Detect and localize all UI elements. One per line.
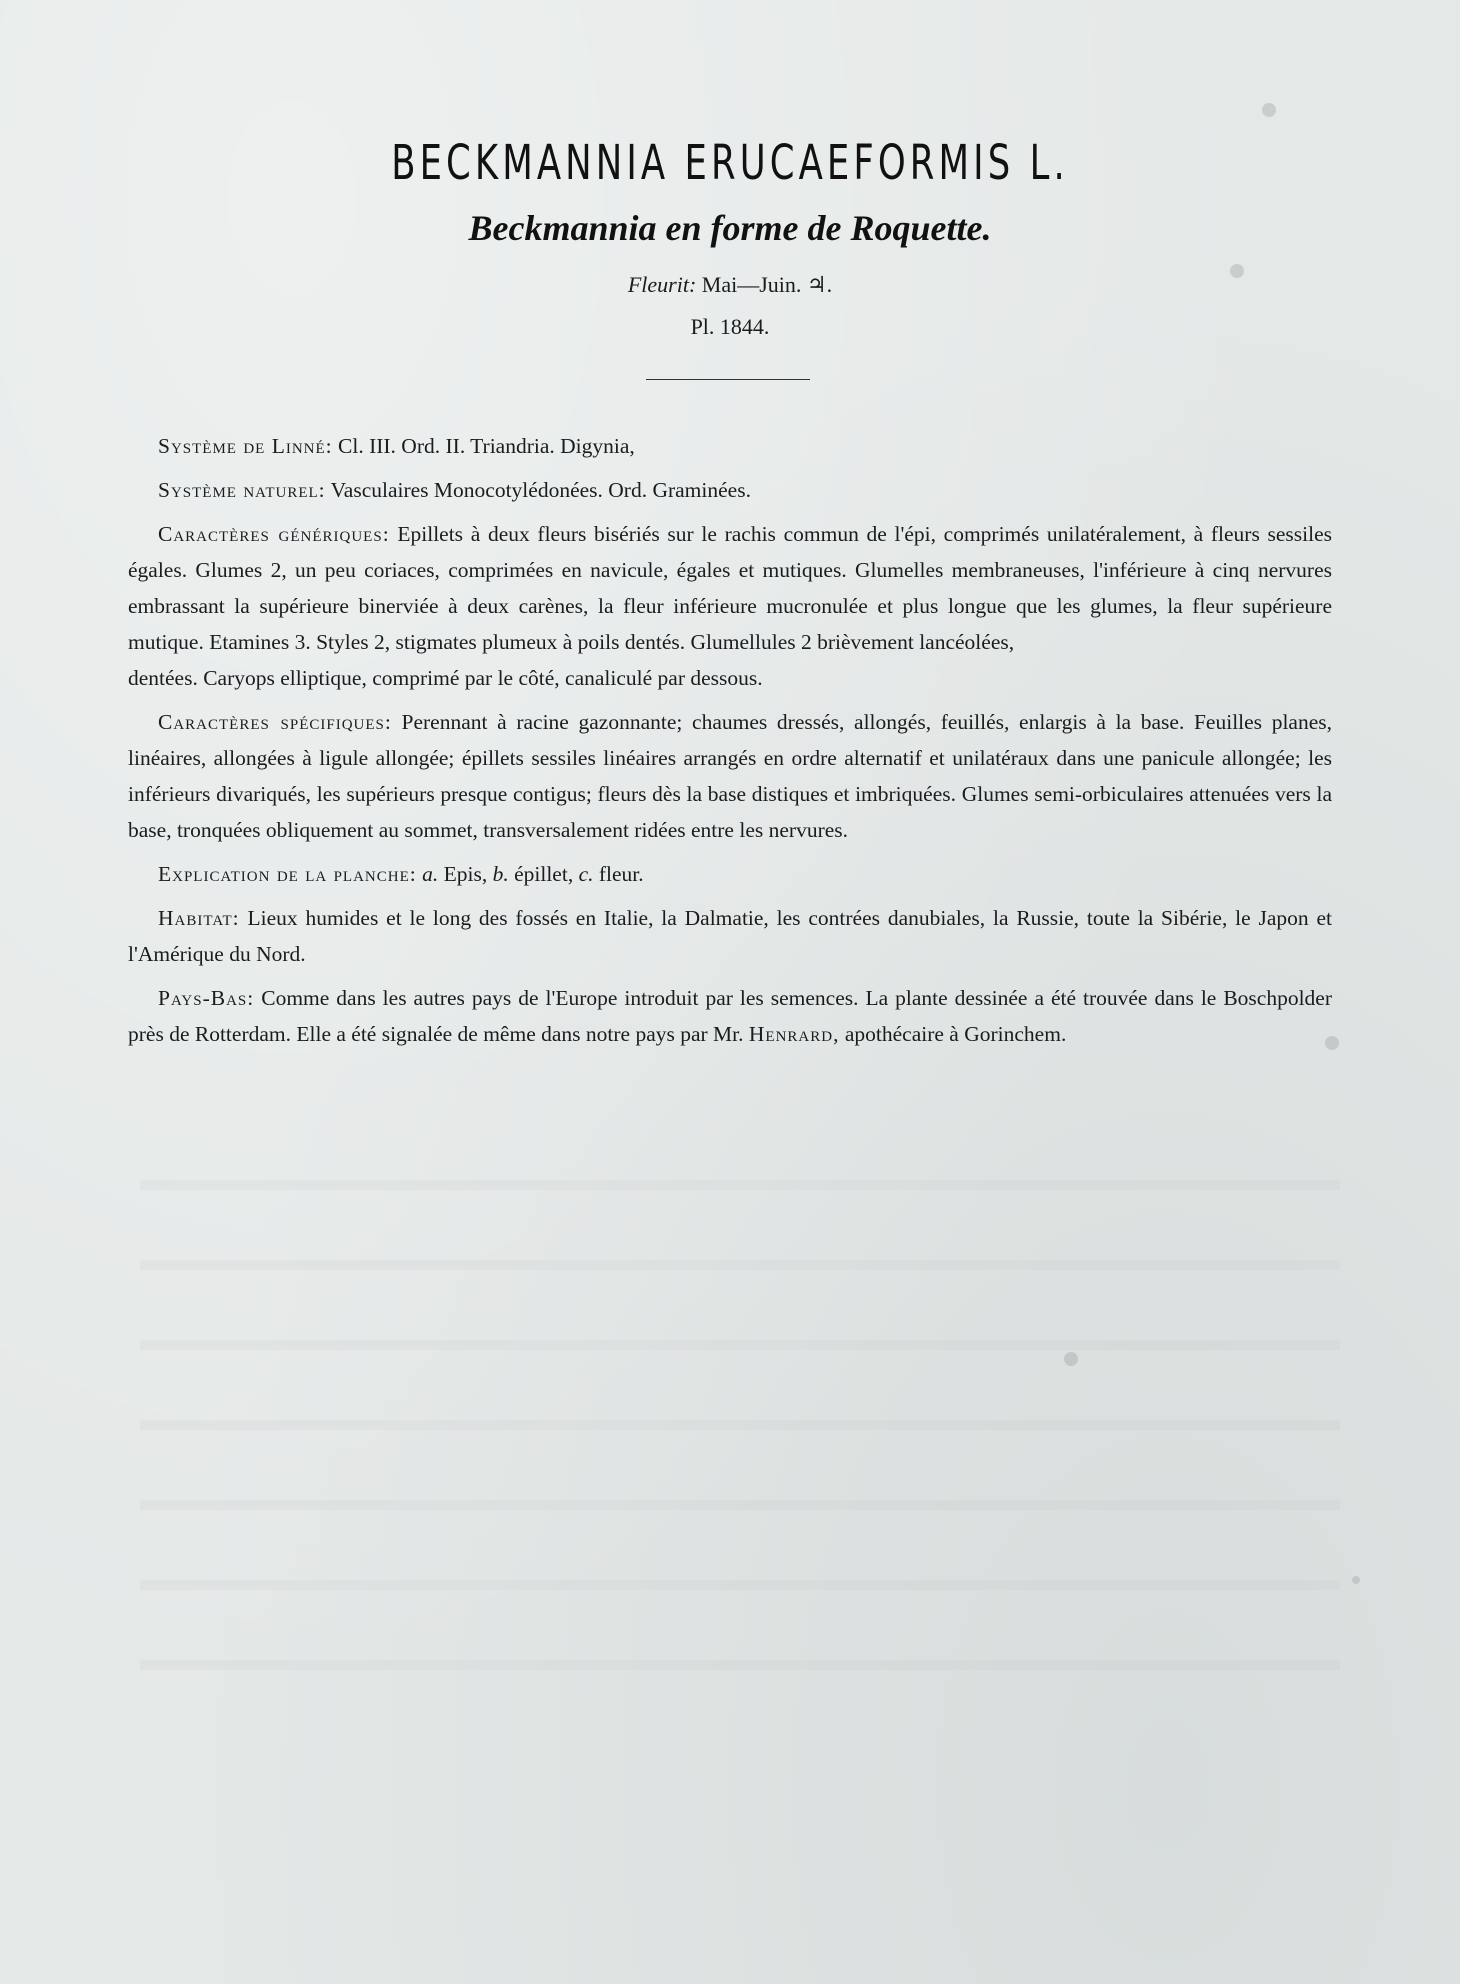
show-through-line bbox=[140, 1500, 1340, 1510]
section-label: Caractères spécifiques: bbox=[158, 710, 392, 734]
section-pays-bas bbox=[128, 980, 1332, 1052]
title-divider bbox=[646, 379, 810, 380]
person-name: Henrard, bbox=[748, 1022, 840, 1046]
section-label: Explication de la planche: bbox=[158, 862, 417, 886]
species-title: BECKMANNIA ERUCAEFORMIS L. bbox=[391, 135, 1069, 191]
section-habitat bbox=[128, 900, 1332, 972]
paper-speck bbox=[1064, 1352, 1078, 1366]
flowering-period bbox=[0, 272, 1460, 298]
section-systeme-naturel bbox=[128, 472, 1332, 508]
section-text: Comme dans les autres pays de l'Europe introduit par les semences. La plante dessinée a été trouvée dans le Boschpolder près de Rotterdam. Elle a été signalée de même dans notre pays par Mr. bbox=[128, 986, 1333, 1046]
show-through-line bbox=[140, 1260, 1340, 1270]
section-explication bbox=[128, 856, 1332, 892]
section-text-tail: dentées. Caryops elliptique, comprimé par le côté, canaliculé par dessous. bbox=[128, 666, 763, 690]
figure-letter-a: a. bbox=[422, 862, 439, 886]
show-through-line bbox=[140, 1580, 1340, 1590]
section-text: Cl. III. Ord. II. Triandria. Digynia, bbox=[338, 434, 635, 458]
section-linne bbox=[128, 428, 1332, 464]
figure-text-c: fleur. bbox=[598, 862, 644, 886]
section-caracteres-generiques bbox=[128, 516, 1332, 696]
section-label: Pays-Bas: bbox=[158, 986, 255, 1010]
section-label: Système de Linné: bbox=[158, 434, 333, 458]
section-text: Epillets à deux fleurs bisériés sur le rachis commun de l'épi, comprimés unilatéralement, à fleurs sessiles égales. Glumes 2, un peu coriaces, comprimées en navicule, égales et mutiques. Glumelles membraneuses, l'inférieure à cinq nervures embrassant la supérieure binerviée à deux carènes, la fleur inférieure mucronulée et plus longue que les glumes, la fleur supérieure mutique. Etamines 3. Styles 2, stigmates plumeux à poils dentés. Glumellules 2 brièvement lancéolées, bbox=[128, 522, 1333, 654]
show-through-line bbox=[140, 1420, 1340, 1430]
section-label: Système naturel: bbox=[158, 478, 326, 502]
species-common-name: Beckmannia en forme de Roquette. bbox=[468, 208, 992, 248]
section-caracteres-specifiques bbox=[128, 704, 1332, 848]
description-body bbox=[128, 428, 1332, 1060]
paper-speck bbox=[1352, 1576, 1360, 1584]
section-text-tail: apothécaire à Gorinchem. bbox=[844, 1022, 1067, 1046]
show-through-line bbox=[140, 1180, 1340, 1190]
section-label: Caractères génériques: bbox=[158, 522, 390, 546]
figure-letter-b: b. bbox=[492, 862, 509, 886]
show-through-line bbox=[140, 1660, 1340, 1670]
section-text: Lieux humides et le long des fossés en Italie, la Dalmatie, les contrées danubiales, la Russie, toute la Sibérie, le Japon et l'Amérique du Nord. bbox=[128, 906, 1333, 966]
figure-text-b: épillet, bbox=[514, 862, 574, 886]
section-label: Habitat: bbox=[158, 906, 240, 930]
flowering-label: Fleurit: bbox=[627, 272, 697, 297]
section-text: Perennant à racine gazonnante; chaumes dressés, allongés, feuillés, enlargis à la base. Feuilles planes, linéaires, allongées à ligule allongée; épillets sessiles linéaires arrangés en ordre alternatif et unilatéraux dans une panicule allongée; les inférieurs divariqués, les supérieurs presque contigus; fleurs dès la base distiques et imbriquées. Glumes semi-orbiculaires attenuées vers la base, tronquées obliquement au sommet, transversalement ridées entre les nervures. bbox=[128, 710, 1333, 842]
plate-number: Pl. 1844. bbox=[690, 314, 770, 339]
paper-speck bbox=[1262, 103, 1276, 117]
flowering-value: Mai—Juin. ♃. bbox=[701, 272, 833, 297]
figure-letter-c: c. bbox=[578, 862, 594, 886]
section-text: Vasculaires Monocotylédonées. Ord. Graminées. bbox=[330, 478, 751, 502]
show-through-line bbox=[140, 1340, 1340, 1350]
figure-text-a: Epis, bbox=[443, 862, 488, 886]
